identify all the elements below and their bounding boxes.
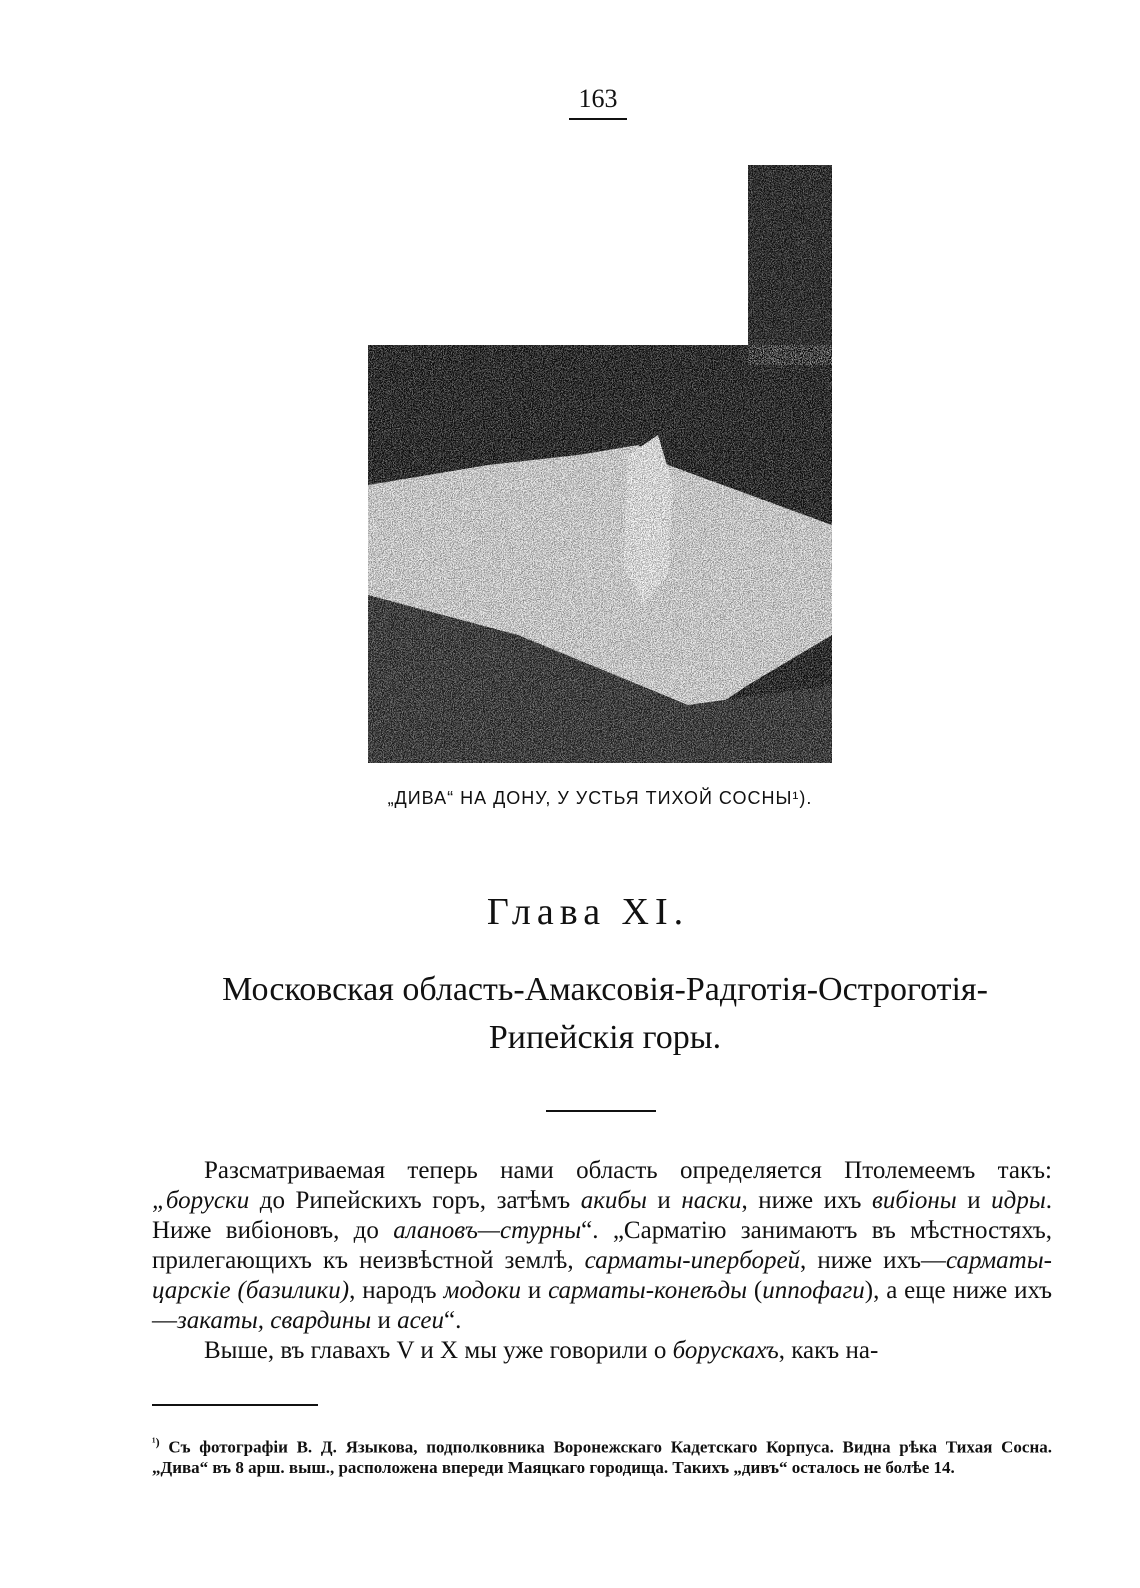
text-run: и bbox=[646, 1187, 682, 1214]
page-number: 163 bbox=[578, 84, 618, 113]
body-text bbox=[152, 1156, 1052, 1366]
italic-term: борускахъ bbox=[672, 1337, 779, 1364]
italic-term: идры bbox=[991, 1187, 1046, 1214]
figure-caption: „ДИВА“ НА ДОНУ, У УСТЬЯ ТИХОЙ СОСНЫ¹). bbox=[387, 788, 813, 808]
text-run: Выше, въ главахъ V и X мы уже говорили о bbox=[204, 1337, 673, 1364]
italic-term: сарматы-конеѣды bbox=[548, 1277, 748, 1304]
text-run: , ниже ихъ bbox=[741, 1187, 873, 1214]
text-run: ( bbox=[747, 1277, 763, 1304]
text-run: , ниже ихъ— bbox=[800, 1247, 947, 1274]
italic-term: закаты, свардины bbox=[177, 1307, 372, 1334]
text-run: и bbox=[956, 1187, 992, 1214]
text-run: . Ниже вибіоновъ, до bbox=[152, 1187, 1052, 1244]
footnote-text: Съ фотографіи В. Д. Языкова, подполковника Воронежскаго Кадетскаго Корпуса. Видна рѣка Тихая Сосна. „Дива“ въ 8 арш. выш., расположена впереди Маяцкаго городища. Такихъ „дивъ“ осталось не болѣе 14. bbox=[152, 1437, 1052, 1477]
page-number-underline bbox=[569, 118, 627, 120]
footnote bbox=[152, 1432, 1052, 1478]
text-run: , народъ bbox=[349, 1277, 444, 1304]
paragraph-1 bbox=[152, 1156, 1052, 1336]
italic-term: асеи bbox=[397, 1307, 445, 1334]
text-run: и bbox=[520, 1277, 549, 1304]
italic-term: вибіоны bbox=[872, 1187, 957, 1214]
text-run: и bbox=[371, 1307, 398, 1334]
italic-term: акибы bbox=[580, 1187, 647, 1214]
italic-term: модоки bbox=[443, 1277, 521, 1304]
italic-term: „боруски bbox=[152, 1187, 250, 1214]
text-run: Разсматриваемая теперь нами область определяется Птолемеемъ такъ: bbox=[204, 1157, 1052, 1184]
italic-term: наски bbox=[681, 1187, 742, 1214]
text-run: “. „Сарматію занимаютъ въ мѣстностяхъ, прилегающихъ къ неизвѣстной землѣ, bbox=[152, 1217, 1052, 1274]
italic-term: сарматы-царскіе (базилики) bbox=[152, 1247, 1052, 1304]
footnote-mark: ¹) bbox=[152, 1435, 160, 1449]
italic-term: алановъ—стурны bbox=[393, 1217, 582, 1244]
italic-term: сарматы-иперборей bbox=[584, 1247, 801, 1274]
text-run: до Рипейскихъ горъ, затѣмъ bbox=[249, 1187, 581, 1214]
paragraph-2 bbox=[152, 1336, 1052, 1366]
chapter-title: Глава XI. bbox=[486, 891, 690, 933]
text-run: , какъ на- bbox=[778, 1337, 879, 1364]
footnote-separator bbox=[152, 1404, 318, 1406]
chapter-subtitle: Московская область-Амаксовія-Радготія-Остроготія-Рипейскія горы. bbox=[222, 971, 988, 1056]
photograph-image bbox=[368, 165, 832, 763]
text-run: ), а еще ниже ихъ— bbox=[152, 1277, 1053, 1334]
text-run: “. bbox=[444, 1307, 462, 1334]
section-separator bbox=[546, 1110, 656, 1112]
italic-term: иппофаги bbox=[762, 1277, 865, 1304]
photograph bbox=[368, 165, 832, 763]
